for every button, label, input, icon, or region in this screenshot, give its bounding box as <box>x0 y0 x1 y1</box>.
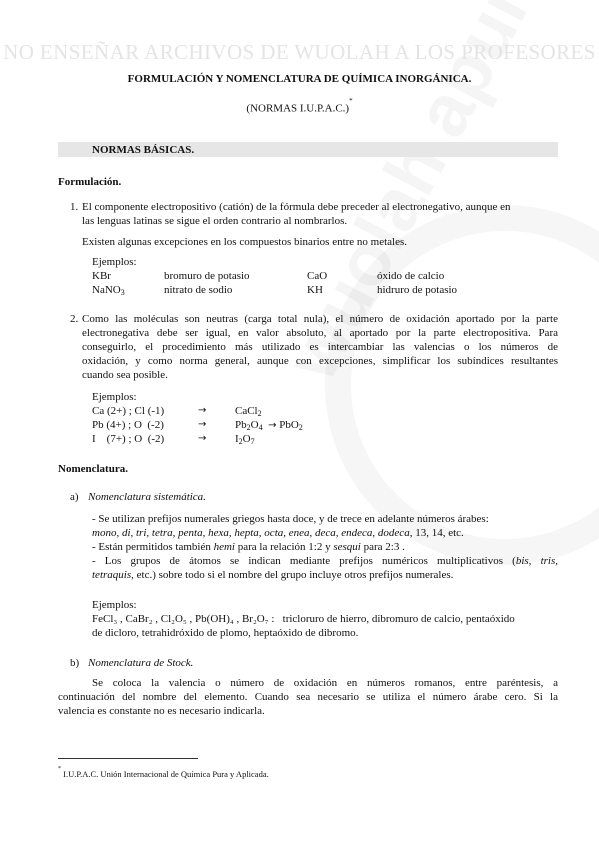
footnote-marker: * <box>349 97 353 105</box>
valence-pair: I (7+) ; O (-2) <box>92 433 165 445</box>
footnote-divider <box>58 758 198 759</box>
section-band-title: NORMAS BÁSICAS. <box>92 144 195 156</box>
example-formula: KH <box>307 284 323 296</box>
formulacion-heading: Formulación. <box>58 176 122 188</box>
sistematica-examples: FeCl₃ , CaBr₂ , Cl₂O₅ , Pb(OH)₄ , Br₂O₇ : tricloruro de hierro, dibromuro de calcio, pentaóxido de dicloro, tetrahidróxido de plomo, heptaóxido de dibromo. <box>92 613 515 639</box>
nomenclatura-heading: Nomenclatura. <box>58 463 128 475</box>
example-formula: NaNO$_3$ <box>92 284 125 297</box>
item-2-examples-label: Ejemplos: <box>92 391 137 403</box>
arrow-icon: → <box>198 405 207 416</box>
result-formula: CaCl$_2$ <box>235 405 262 418</box>
example-name: óxido de calcio <box>377 270 445 282</box>
subsection-a-title: Nomenclatura sistemática. <box>88 491 206 503</box>
example-row: KBr <box>92 270 111 282</box>
sistematica-examples-label: Ejemplos: <box>92 599 137 611</box>
arrow-icon: → <box>198 433 207 444</box>
valence-pair: Pb (4+) ; O (-2) <box>92 419 164 431</box>
document-subtitle: (NORMAS I.U.P.A.C.)* <box>246 97 353 115</box>
example-formulas: FeCl₃ , CaBr₂ , Cl₂O₅ , Pb(OH)₄ , Br₂O₇ : <box>92 613 275 625</box>
sistematica-body: - Se utilizan prefijos numerales griegos hasta doce, y de trece en adelante números árabes: mono, di, tri, tetra, penta, hexa, hepta, octa, enea, deca, endeca, dodeca, 13, 14, etc. - Están permitidos también hemi para la relación 1:2 y sesqui para 2:3 . - Los grupos de átomos se indican mediante prefijos numéricos multiplicativos (bis, tris, tetraquis, etc.) sobre todo si el nombre del grupo incluye otros prefijos numerales. <box>92 513 559 581</box>
item-2-number: 2. <box>70 313 79 325</box>
result-formula: $Pb_2O_4 \to PbO_2$ <box>235 419 303 432</box>
footnote: * I.U.P.A.C. Unión Internacional de Química Pura y Aplicada. <box>58 766 269 779</box>
section-band <box>58 142 558 157</box>
example-formula: CaO <box>307 270 328 282</box>
valence-pair: Ca (2+) ; Cl (-1) <box>92 405 165 417</box>
arrow-icon: → <box>198 419 207 430</box>
subsection-b-label: b) <box>70 657 80 669</box>
watermark-banner: NO ENSEÑAR ARCHIVOS DE WUOLAH A LOS PROFESORES <box>3 40 596 64</box>
item-1-examples-label: Ejemplos: <box>92 256 137 268</box>
stock-body: Se coloca la valencia o número de oxidación en números romanos, entre paréntesis, a continuación del nombre del elemento. Cuando sea necesario se utiliza el número árabe cero. Si la valencia es constante no es necesario indicarla. <box>58 677 558 717</box>
item-1-text: El componente electropositivo (catión) de la fórmula debe preceder al electronegativo, aunque en las lenguas latinas se sigue el orden contrario al nombrarlos. <box>82 201 511 227</box>
example-name: nitrato de sodio <box>164 284 233 296</box>
result-formula: $I_2O_7$ <box>235 433 255 446</box>
item-1-number: 1. <box>70 201 79 213</box>
example-name: hidruro de potasio <box>377 284 458 296</box>
subsection-a-label: a) <box>70 491 79 503</box>
subsection-b-title: Nomenclatura de Stock. <box>88 657 194 669</box>
arrow-icon: → <box>268 420 277 431</box>
item-1-note: Existen algunas excepciones en los compuestos binarios entre no metales. <box>82 236 408 248</box>
document-title: FORMULACIÓN Y NOMENCLATURA DE QUÍMICA INORGÁNICA. <box>127 73 472 85</box>
item-2-text: Como las moléculas son neutras (carga total nula), el número de oxidación aportado por la parte electronegativa debe ser igual, en valor absoluto, al aportado por la parte electropositiva. Para conseguirlo, el procedimiento más utilizado es intercambiar las valencias o los números de oxidación, y como norma general, aunque con excepciones, simplificar los subíndices resultantes cuando sea posible. <box>82 313 558 381</box>
example-name: bromuro de potasio <box>164 270 250 282</box>
